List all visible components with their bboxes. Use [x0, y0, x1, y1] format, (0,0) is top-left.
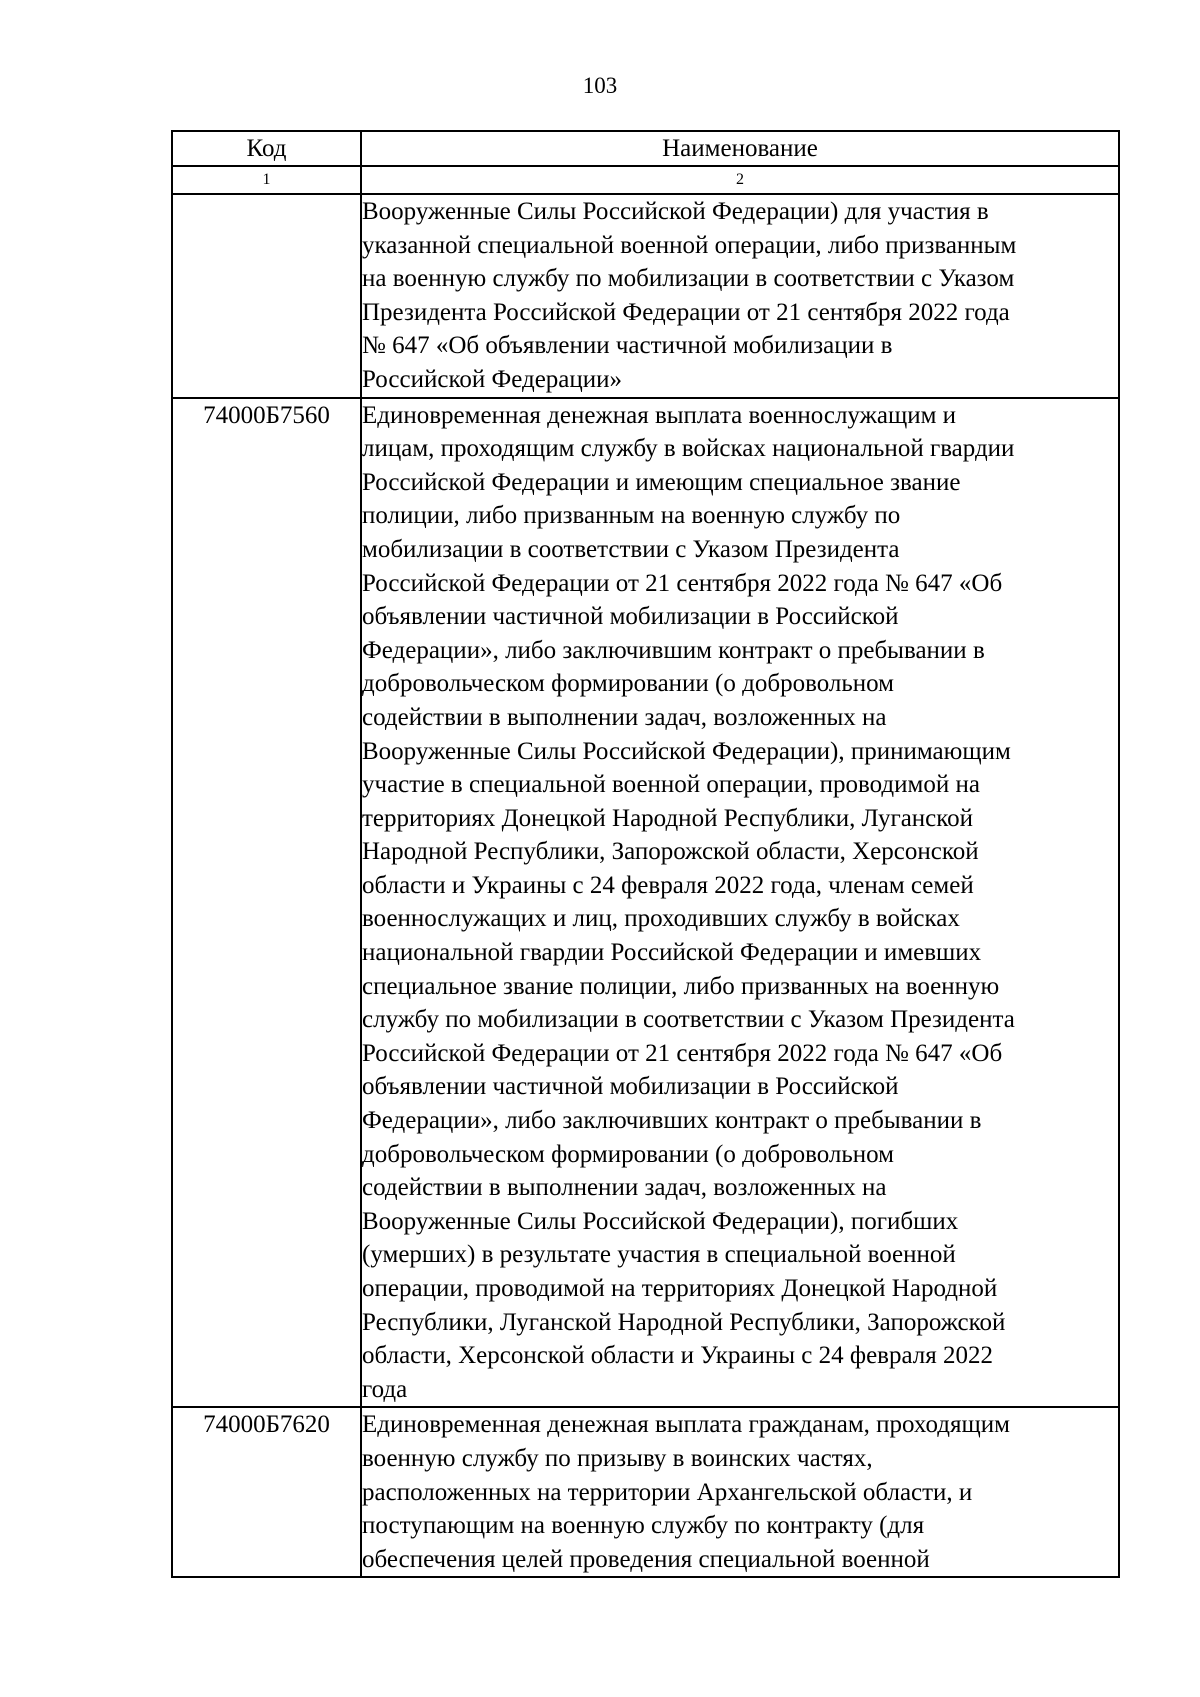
budget-classification-table	[171, 130, 1120, 1578]
name-text-line: полиции, либо призванным на военную службу по	[362, 502, 901, 530]
name-text-line: территориях Донецкой Народной Республики, Луганской	[362, 804, 974, 832]
name-text-line: объявлении частичной мобилизации в Российской	[362, 1073, 899, 1101]
name-text-line: операции, проводимой на территориях Донецкой Народной	[362, 1275, 998, 1302]
row-code	[172, 194, 361, 398]
name-text-line: обеспечения целей проведения специальной военной	[362, 1545, 930, 1573]
name-text-line: на военную службу по мобилизации в соответствии с Указом	[362, 265, 1015, 293]
header-code: Код	[172, 131, 361, 166]
name-text-line: Российской Федерации»	[362, 365, 623, 393]
name-text-line: Народной Республики, Запорожской области, Херсонской	[362, 838, 979, 866]
name-text-line: Вооруженные Силы Российской Федерации) для участия в	[362, 198, 989, 225]
name-text-line: лицам, проходящим службу в войсках национальной гвардии	[362, 435, 1015, 463]
name-text-line: Российской Федерации от 21 сентября 2022 года № 647 «Об	[362, 569, 1003, 597]
name-text-line: специальное звание полиции, либо призванных на военную	[362, 972, 1000, 1000]
name-text-line: области и Украины с 24 февраля 2022 года, членам семей	[362, 871, 974, 899]
name-text-line: мобилизации в соответствии с Указом Президента	[362, 535, 900, 563]
name-text-line: Федерации», либо заключившим контракт о пребывании в	[362, 636, 985, 664]
table-row	[172, 194, 1119, 398]
name-text-line: поступающим на военную службу по контракту (для	[362, 1512, 925, 1540]
name-text-line: (умерших) в результате участия в специальной военной	[362, 1241, 956, 1269]
name-text-line: Президента Российской Федерации от 21 сентября 2022 года	[362, 298, 1010, 326]
name-text-line: добровольческом формировании (о добровольном	[362, 1140, 894, 1168]
table-row	[172, 398, 1119, 1408]
name-text-line: объявлении частичной мобилизации в Российской	[362, 603, 899, 631]
table-body	[172, 194, 1119, 1577]
page-number: 103	[582, 73, 618, 98]
row-name	[361, 1407, 1119, 1577]
name-text-line: военнослужащих и лиц, проходивших службу в войсках	[362, 905, 960, 933]
table-row	[172, 1407, 1119, 1577]
name-text-line: расположенных на территории Архангельской области, и	[362, 1478, 973, 1506]
name-text-line: национальной гвардии Российской Федерации и имевших	[362, 939, 982, 967]
row-code: 74000Б7560	[172, 398, 361, 1408]
header-name: Наименование	[361, 131, 1119, 166]
name-text-line: Российской Федерации и имеющим специальное звание	[362, 468, 961, 496]
table-header-row	[172, 131, 1119, 166]
row-name	[361, 398, 1119, 1408]
name-text-line: Вооруженные Силы Российской Федерации), погибших	[362, 1207, 959, 1235]
name-text-line: содействии в выполнении задач, возложенных на	[362, 1174, 887, 1202]
name-text-line: военную службу по призыву в воинских частях,	[362, 1444, 873, 1472]
name-text-line: Российской Федерации от 21 сентября 2022 года № 647 «Об	[362, 1039, 1003, 1067]
column-number-row	[172, 166, 1119, 194]
name-text-line: года	[362, 1375, 408, 1403]
name-text-line: содействии в выполнении задач, возложенных на	[362, 703, 887, 731]
name-text-line: участие в специальной военной операции, проводимой на	[362, 771, 980, 799]
name-text-line: указанной специальной военной операции, либо призванным	[362, 231, 1017, 259]
column-number-name: 2	[361, 166, 1119, 194]
name-text-line: Единовременная денежная выплата военнослужащим и	[362, 401, 957, 429]
name-text-line: добровольческом формировании (о добровольном	[362, 670, 894, 698]
column-number-code: 1	[172, 166, 361, 194]
name-text-line: Единовременная денежная выплата гражданам, проходящим	[362, 1411, 1010, 1439]
name-text-line: Республики, Луганской Народной Республики, Запорожской	[362, 1308, 1006, 1336]
row-name	[361, 194, 1119, 398]
name-text-line: службу по мобилизации в соответствии с Указом Президента	[362, 1006, 1015, 1034]
name-text-line: Вооруженные Силы Российской Федерации), принимающим	[362, 737, 1011, 765]
row-code: 74000Б7620	[172, 1407, 361, 1577]
name-text-line: области, Херсонской области и Украины с 24 февраля 2022	[362, 1342, 994, 1370]
name-text-line: № 647 «Об объявлении частичной мобилизации в	[362, 332, 893, 360]
name-text-line: Федерации», либо заключивших контракт о пребывании в	[362, 1107, 982, 1135]
